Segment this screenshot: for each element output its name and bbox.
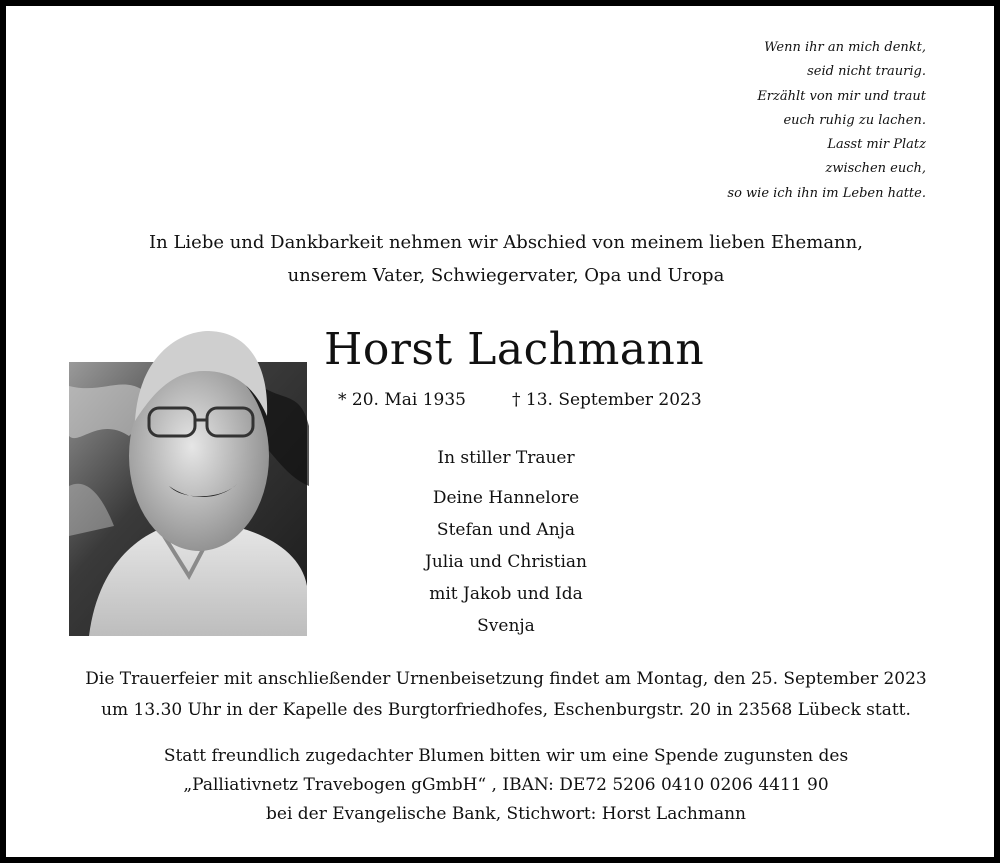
intro-text xyxy=(6,226,1000,292)
donation-line: „Palliativnetz Travebogen gGmbH“ , IBAN: DE72 5206 0410 0206 4411 90 xyxy=(183,775,829,795)
mourner-name: Stefan und Anja xyxy=(436,520,576,540)
mourners-heading: In stiller Trauer xyxy=(437,448,575,468)
intro-line: In Liebe und Dankbarkeit nehmen wir Abschied von meinem lieben Ehemann, xyxy=(149,232,863,253)
mourner-name: Deine Hannelore xyxy=(432,488,580,508)
mourners xyxy=(406,442,606,642)
poem-line: Wenn ihr an mich denkt, xyxy=(764,40,926,55)
poem-line: Erzählt von mir und traut xyxy=(757,88,926,104)
poem-line: seid nicht traurig. xyxy=(807,64,926,80)
mourner-name: Svenja xyxy=(477,616,535,636)
funeral-line: Die Trauerfeier mit anschließender Urnenbeisetzung findet am Montag, den 25. September 2023 xyxy=(85,669,927,689)
life-dates xyxy=(338,390,702,410)
poem-line: zwischen euch, xyxy=(825,161,926,177)
donation-line: bei der Evangelische Bank, Stichwort: Horst Lachmann xyxy=(266,804,746,824)
portrait-photo xyxy=(69,326,321,636)
poem xyxy=(727,36,926,206)
death-date: † 13. September 2023 xyxy=(512,390,702,410)
intro-line: unserem Vater, Schwiegervater, Opa und Uropa xyxy=(287,265,725,286)
funeral-line: um 13.30 Uhr in der Kapelle des Burgtorfriedhofes, Eschenburgstr. 20 in 23568 Lübeck statt. xyxy=(101,700,911,720)
mourner-name: mit Jakob und Ida xyxy=(429,584,583,604)
poem-line: Lasst mir Platz xyxy=(827,137,926,153)
donation-line: Statt freundlich zugedachter Blumen bitten wir um eine Spende zugunsten des xyxy=(163,746,849,766)
poem-line: euch ruhig zu lachen. xyxy=(783,112,926,128)
poem-line: so wie ich ihn im Leben hatte. xyxy=(727,185,926,201)
funeral-info xyxy=(6,664,1000,726)
birth-date: * 20. Mai 1935 xyxy=(338,390,466,410)
mourner-name: Julia und Christian xyxy=(425,552,587,572)
donation-info xyxy=(6,742,1000,829)
deceased-name: Horst Lachmann xyxy=(324,324,705,375)
